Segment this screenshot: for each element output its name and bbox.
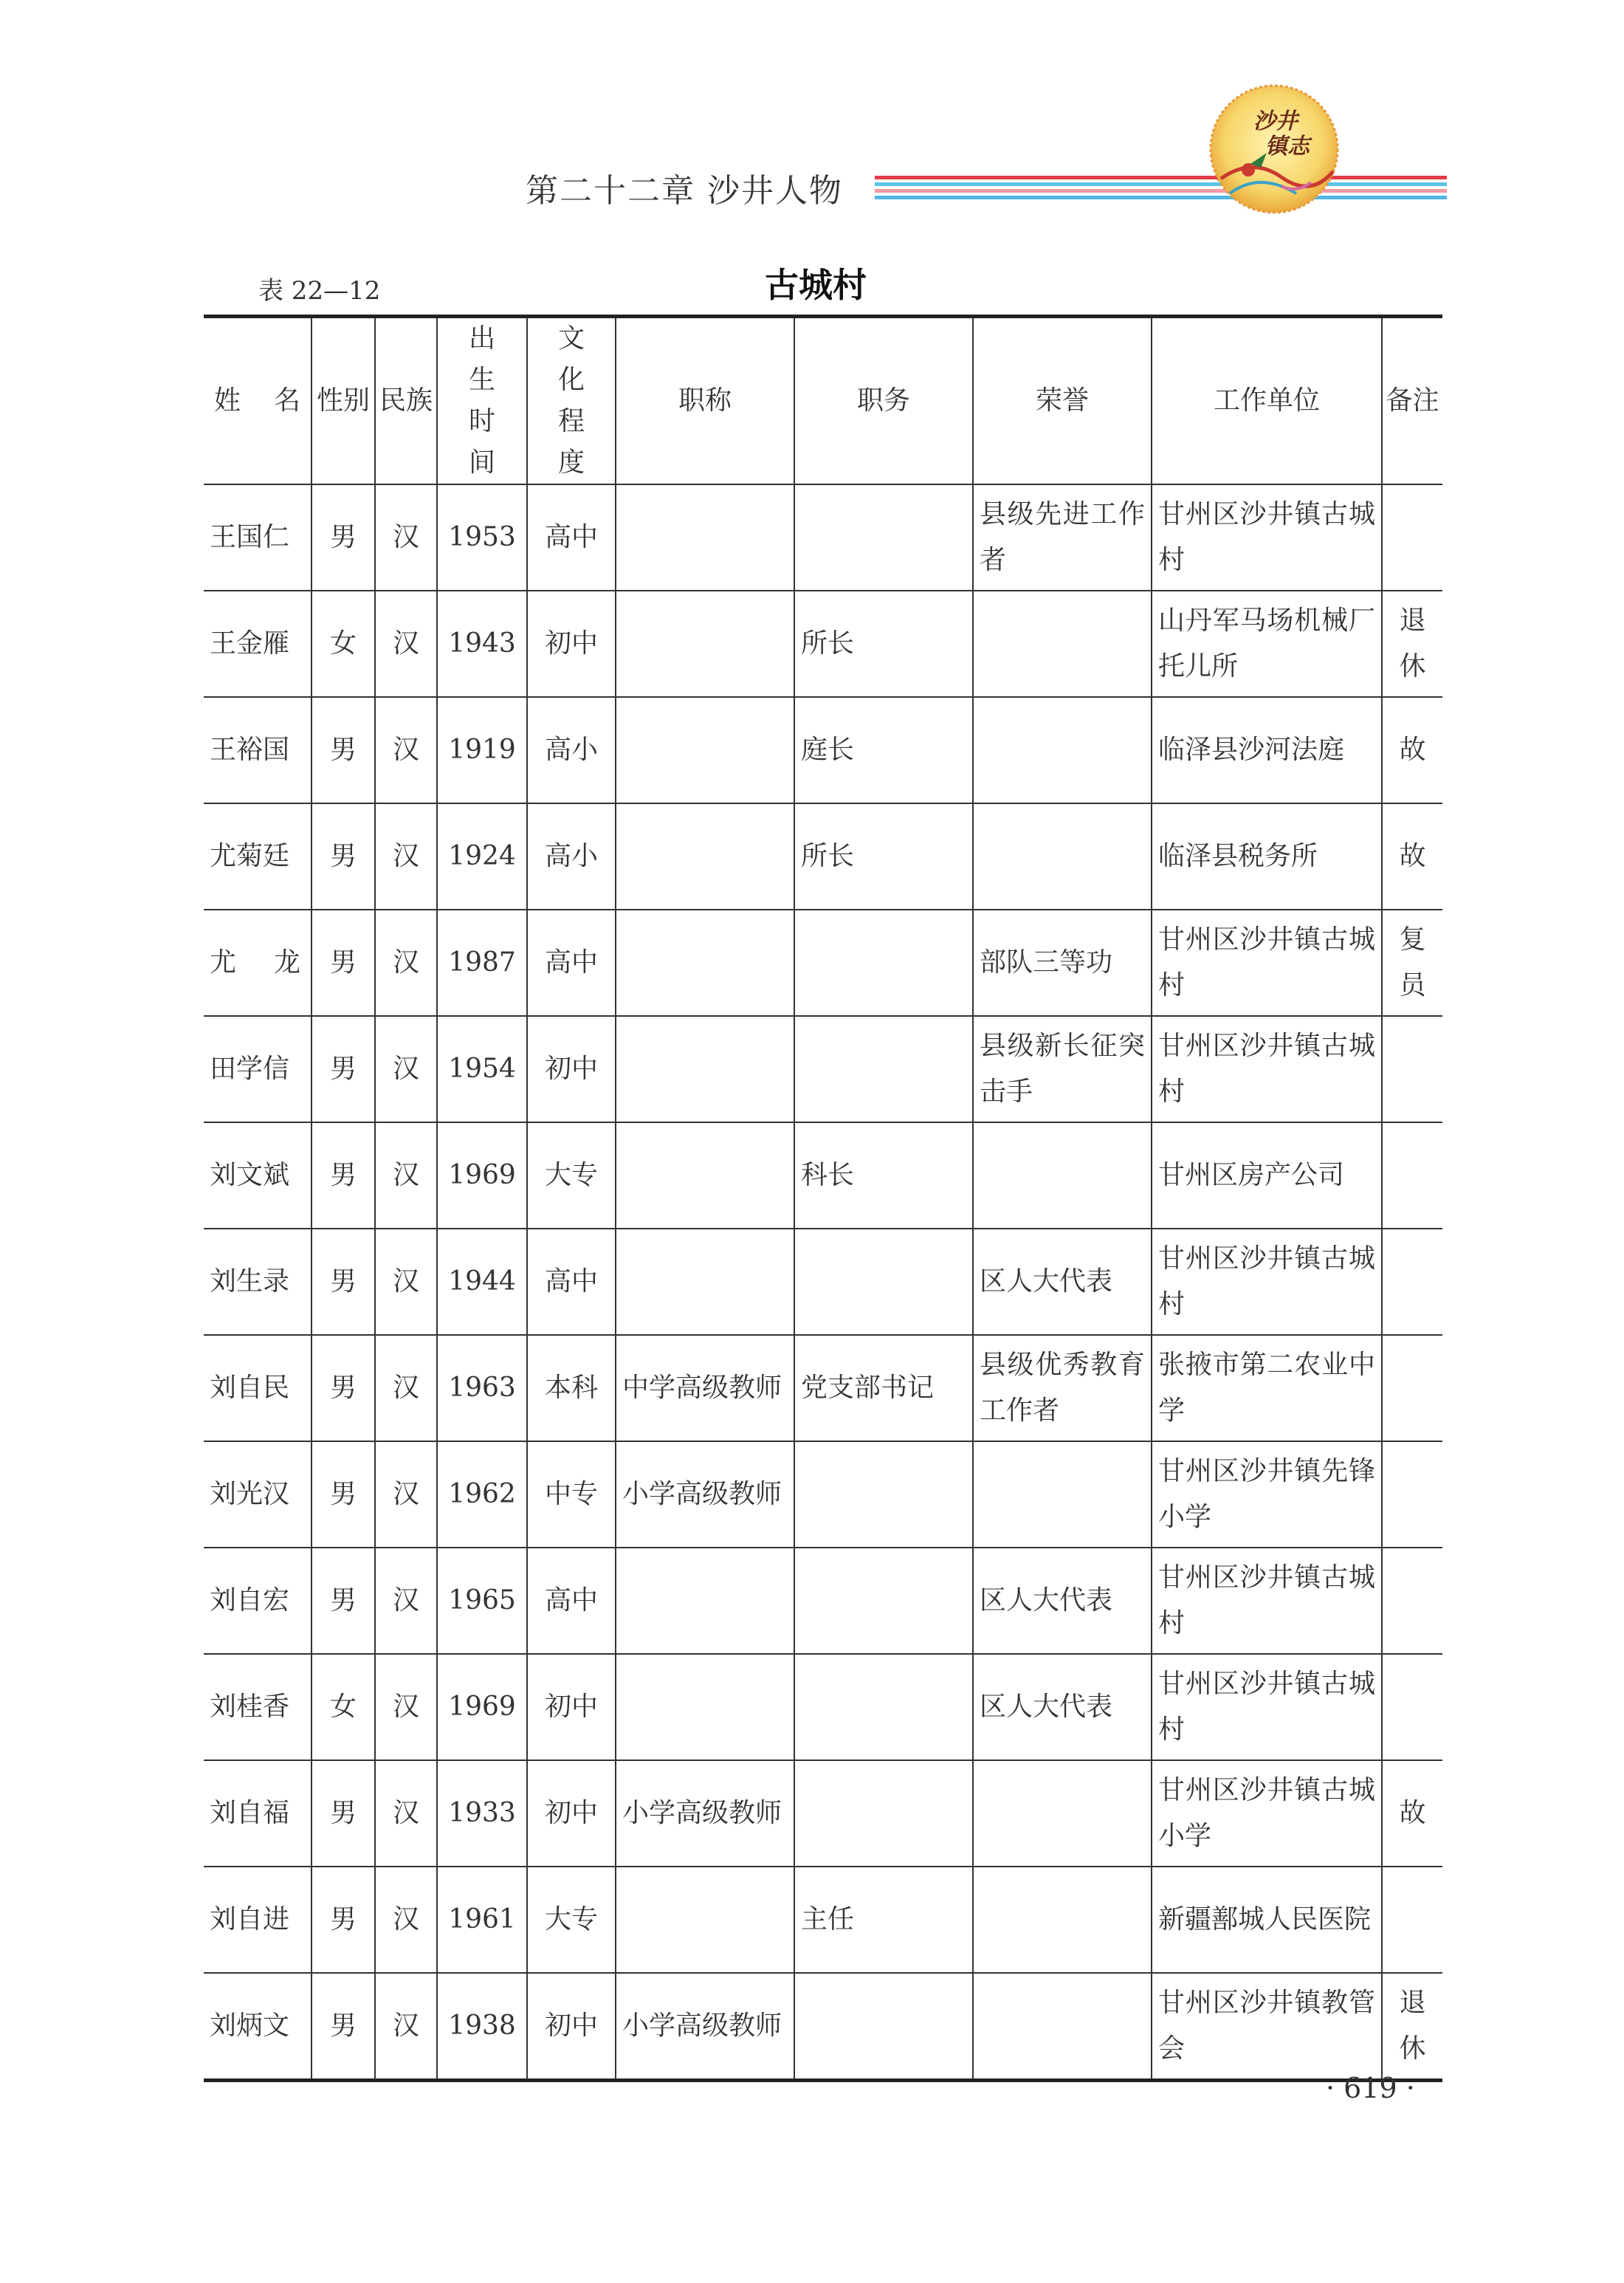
cell-unit: 甘州区沙井镇古城小学 <box>1152 1760 1382 1867</box>
cell-ethnicity: 汉 <box>375 1016 437 1122</box>
cell-education: 高中 <box>527 1548 616 1654</box>
cell-note: 故 <box>1382 1760 1442 1867</box>
col-education-header: 文化程度 <box>527 317 616 485</box>
cell-gender: 男 <box>312 910 375 1016</box>
cell-note <box>1382 1122 1442 1229</box>
cell-education: 初中 <box>527 1654 616 1760</box>
cell-gender: 男 <box>312 1760 375 1867</box>
table-row <box>204 1548 1442 1654</box>
cell-position <box>794 1548 973 1654</box>
cell-position <box>794 1973 973 2081</box>
cell-born: 1924 <box>437 803 527 910</box>
cell-born: 1965 <box>437 1548 527 1654</box>
table-header-row <box>204 317 1442 485</box>
cell-note <box>1382 1867 1442 1973</box>
cell-name: 刘光汉 <box>204 1441 312 1548</box>
cell-note: 退休 <box>1382 1973 1442 2081</box>
cell-unit: 甘州区沙井镇古城村 <box>1152 1654 1382 1760</box>
col-note-header: 备注 <box>1382 317 1442 485</box>
people-table <box>204 315 1442 2082</box>
cell-position: 主任 <box>794 1867 973 1973</box>
cell-unit: 临泽县税务所 <box>1152 803 1382 910</box>
chapter-title: 第二十二章 沙井人物 <box>526 172 843 210</box>
cell-note: 故 <box>1382 803 1442 910</box>
cell-name: 刘自福 <box>204 1760 312 1867</box>
col-name-header: 姓 名 <box>204 317 312 485</box>
cell-education: 高小 <box>527 803 616 910</box>
cell-unit: 甘州区沙井镇教管会 <box>1152 1973 1382 2081</box>
cell-gender: 男 <box>312 1335 375 1441</box>
cell-ethnicity: 汉 <box>375 697 437 803</box>
cell-name: 刘桂香 <box>204 1654 312 1760</box>
cell-education: 初中 <box>527 1760 616 1867</box>
cell-honor <box>973 591 1152 697</box>
cell-born: 1961 <box>437 1867 527 1973</box>
cell-position <box>794 1441 973 1548</box>
cell-education: 初中 <box>527 591 616 697</box>
cell-position <box>794 1654 973 1760</box>
cell-note: 复员 <box>1382 910 1442 1016</box>
cell-education: 高小 <box>527 697 616 803</box>
cell-ethnicity: 汉 <box>375 1760 437 1867</box>
cell-name: 刘生录 <box>204 1229 312 1335</box>
cell-gender: 男 <box>312 484 375 591</box>
cell-education: 高中 <box>527 1229 616 1335</box>
cell-note <box>1382 1016 1442 1122</box>
cell-title <box>616 591 794 697</box>
cell-honor <box>973 1122 1152 1229</box>
cell-education: 初中 <box>527 1973 616 2081</box>
cell-name: 田学信 <box>204 1016 312 1122</box>
cell-born: 1944 <box>437 1229 527 1335</box>
cell-gender: 男 <box>312 1973 375 2081</box>
cell-education: 中专 <box>527 1441 616 1548</box>
cell-education: 高中 <box>527 484 616 591</box>
table-row <box>204 1016 1442 1122</box>
cell-title: 小学高级教师 <box>616 1760 794 1867</box>
cell-note: 故 <box>1382 697 1442 803</box>
cell-unit: 山丹军马场机械厂托儿所 <box>1152 591 1382 697</box>
cell-education: 大专 <box>527 1867 616 1973</box>
cell-position: 所长 <box>794 803 973 910</box>
page-number: · 619 · <box>1326 2072 1415 2104</box>
emblem-logo-icon <box>1208 83 1341 216</box>
cell-honor: 区人大代表 <box>973 1548 1152 1654</box>
table-number: 表 22—12 <box>258 276 381 306</box>
cell-title <box>616 1654 794 1760</box>
cell-unit: 甘州区沙井镇古城村 <box>1152 484 1382 591</box>
emblem-text-line2: 镇志 <box>1265 134 1310 159</box>
cell-ethnicity: 汉 <box>375 1654 437 1760</box>
cell-unit: 新疆鄯城人民医院 <box>1152 1867 1382 1973</box>
header-stripes <box>875 176 1447 202</box>
cell-title <box>616 910 794 1016</box>
cell-unit: 甘州区沙井镇古城村 <box>1152 1229 1382 1335</box>
cell-gender: 男 <box>312 1548 375 1654</box>
table-row <box>204 1973 1442 2081</box>
cell-title <box>616 1122 794 1229</box>
cell-ethnicity: 汉 <box>375 1441 437 1548</box>
cell-ethnicity: 汉 <box>375 1867 437 1973</box>
cell-position <box>794 1016 973 1122</box>
cell-born: 1969 <box>437 1654 527 1760</box>
cell-born: 1943 <box>437 591 527 697</box>
cell-gender: 男 <box>312 697 375 803</box>
cell-unit: 甘州区沙井镇古城村 <box>1152 910 1382 1016</box>
cell-born: 1938 <box>437 1973 527 2081</box>
col-position-header: 职务 <box>794 317 973 485</box>
cell-unit: 甘州区房产公司 <box>1152 1122 1382 1229</box>
cell-gender: 女 <box>312 591 375 697</box>
cell-name: 尤菊廷 <box>204 803 312 910</box>
table-row <box>204 803 1442 910</box>
cell-name: 刘文斌 <box>204 1122 312 1229</box>
cell-note: 退休 <box>1382 591 1442 697</box>
cell-note <box>1382 484 1442 591</box>
cell-title <box>616 1548 794 1654</box>
cell-honor: 区人大代表 <box>973 1229 1152 1335</box>
stripe-2 <box>875 182 1447 186</box>
cell-born: 1953 <box>437 484 527 591</box>
cell-honor: 县级先进工作者 <box>973 484 1152 591</box>
cell-gender: 男 <box>312 1867 375 1973</box>
cell-title: 小学高级教师 <box>616 1973 794 2081</box>
cell-honor <box>973 1973 1152 2081</box>
cell-honor <box>973 1441 1152 1548</box>
cell-education: 大专 <box>527 1122 616 1229</box>
cell-gender: 男 <box>312 1122 375 1229</box>
col-ethnicity-header: 民族 <box>375 317 437 485</box>
col-born-header: 出生时间 <box>437 317 527 485</box>
cell-position: 所长 <box>794 591 973 697</box>
table-row <box>204 1229 1442 1335</box>
cell-honor: 部队三等功 <box>973 910 1152 1016</box>
table-row <box>204 1441 1442 1548</box>
cell-title: 小学高级教师 <box>616 1441 794 1548</box>
table-row <box>204 484 1442 591</box>
cell-position <box>794 1229 973 1335</box>
cell-position <box>794 484 973 591</box>
cell-gender: 男 <box>312 1229 375 1335</box>
cell-note <box>1382 1654 1442 1760</box>
cell-position <box>794 1760 973 1867</box>
cell-name: 王裕国 <box>204 697 312 803</box>
cell-name: 刘炳文 <box>204 1973 312 2081</box>
stripe-1 <box>875 176 1447 179</box>
stripe-3 <box>875 189 1447 193</box>
cell-note <box>1382 1229 1442 1335</box>
cell-honor <box>973 1760 1152 1867</box>
cell-ethnicity: 汉 <box>375 803 437 910</box>
cell-name: 尤 龙 <box>204 910 312 1016</box>
cell-unit: 张掖市第二农业中学 <box>1152 1335 1382 1441</box>
cell-title <box>616 697 794 803</box>
cell-name: 刘自宏 <box>204 1548 312 1654</box>
cell-ethnicity: 汉 <box>375 1122 437 1229</box>
table-row <box>204 1335 1442 1441</box>
cell-title <box>616 484 794 591</box>
cell-born: 1962 <box>437 1441 527 1548</box>
cell-note <box>1382 1441 1442 1548</box>
cell-honor: 县级新长征突击手 <box>973 1016 1152 1122</box>
table-row <box>204 591 1442 697</box>
table-row <box>204 1122 1442 1229</box>
cell-born: 1987 <box>437 910 527 1016</box>
cell-title: 中学高级教师 <box>616 1335 794 1441</box>
col-gender-header: 性别 <box>312 317 375 485</box>
cell-education: 本科 <box>527 1335 616 1441</box>
table-body <box>204 484 1442 2081</box>
col-unit-header: 工作单位 <box>1152 317 1382 485</box>
cell-honor <box>973 1867 1152 1973</box>
cell-gender: 女 <box>312 1654 375 1760</box>
col-honor-header: 荣誉 <box>973 317 1152 485</box>
cell-ethnicity: 汉 <box>375 1973 437 2081</box>
table-row <box>204 697 1442 803</box>
cell-gender: 男 <box>312 1016 375 1122</box>
cell-ethnicity: 汉 <box>375 591 437 697</box>
cell-ethnicity: 汉 <box>375 1229 437 1335</box>
cell-gender: 男 <box>312 803 375 910</box>
cell-born: 1963 <box>437 1335 527 1441</box>
cell-born: 1933 <box>437 1760 527 1867</box>
cell-title <box>616 1016 794 1122</box>
cell-ethnicity: 汉 <box>375 910 437 1016</box>
table-row <box>204 910 1442 1016</box>
table-title: 古城村 <box>765 265 867 305</box>
cell-position: 党支部书记 <box>794 1335 973 1441</box>
cell-education: 高中 <box>527 910 616 1016</box>
cell-unit: 甘州区沙井镇古城村 <box>1152 1548 1382 1654</box>
stripe-4 <box>875 196 1447 199</box>
cell-honor: 县级优秀教育工作者 <box>973 1335 1152 1441</box>
cell-position: 庭长 <box>794 697 973 803</box>
cell-honor: 区人大代表 <box>973 1654 1152 1760</box>
cell-ethnicity: 汉 <box>375 1335 437 1441</box>
table-row <box>204 1654 1442 1760</box>
emblem-text-line1: 沙井 <box>1253 109 1298 134</box>
cell-unit: 甘州区沙井镇古城村 <box>1152 1016 1382 1122</box>
cell-note <box>1382 1335 1442 1441</box>
cell-name: 王国仁 <box>204 484 312 591</box>
cell-unit: 临泽县沙河法庭 <box>1152 697 1382 803</box>
cell-ethnicity: 汉 <box>375 484 437 591</box>
cell-born: 1954 <box>437 1016 527 1122</box>
cell-gender: 男 <box>312 1441 375 1548</box>
cell-education: 初中 <box>527 1016 616 1122</box>
cell-name: 王金雁 <box>204 591 312 697</box>
cell-ethnicity: 汉 <box>375 1548 437 1654</box>
cell-born: 1919 <box>437 697 527 803</box>
cell-title <box>616 1229 794 1335</box>
table-row <box>204 1760 1442 1867</box>
cell-honor <box>973 697 1152 803</box>
table-row <box>204 1867 1442 1973</box>
cell-note <box>1382 1548 1442 1654</box>
cell-name: 刘自民 <box>204 1335 312 1441</box>
cell-position: 科长 <box>794 1122 973 1229</box>
cell-born: 1969 <box>437 1122 527 1229</box>
col-title-header: 职称 <box>616 317 794 485</box>
cell-name: 刘自进 <box>204 1867 312 1973</box>
cell-title <box>616 803 794 910</box>
cell-honor <box>973 803 1152 910</box>
cell-unit: 甘州区沙井镇先锋小学 <box>1152 1441 1382 1548</box>
cell-position <box>794 910 973 1016</box>
cell-title <box>616 1867 794 1973</box>
